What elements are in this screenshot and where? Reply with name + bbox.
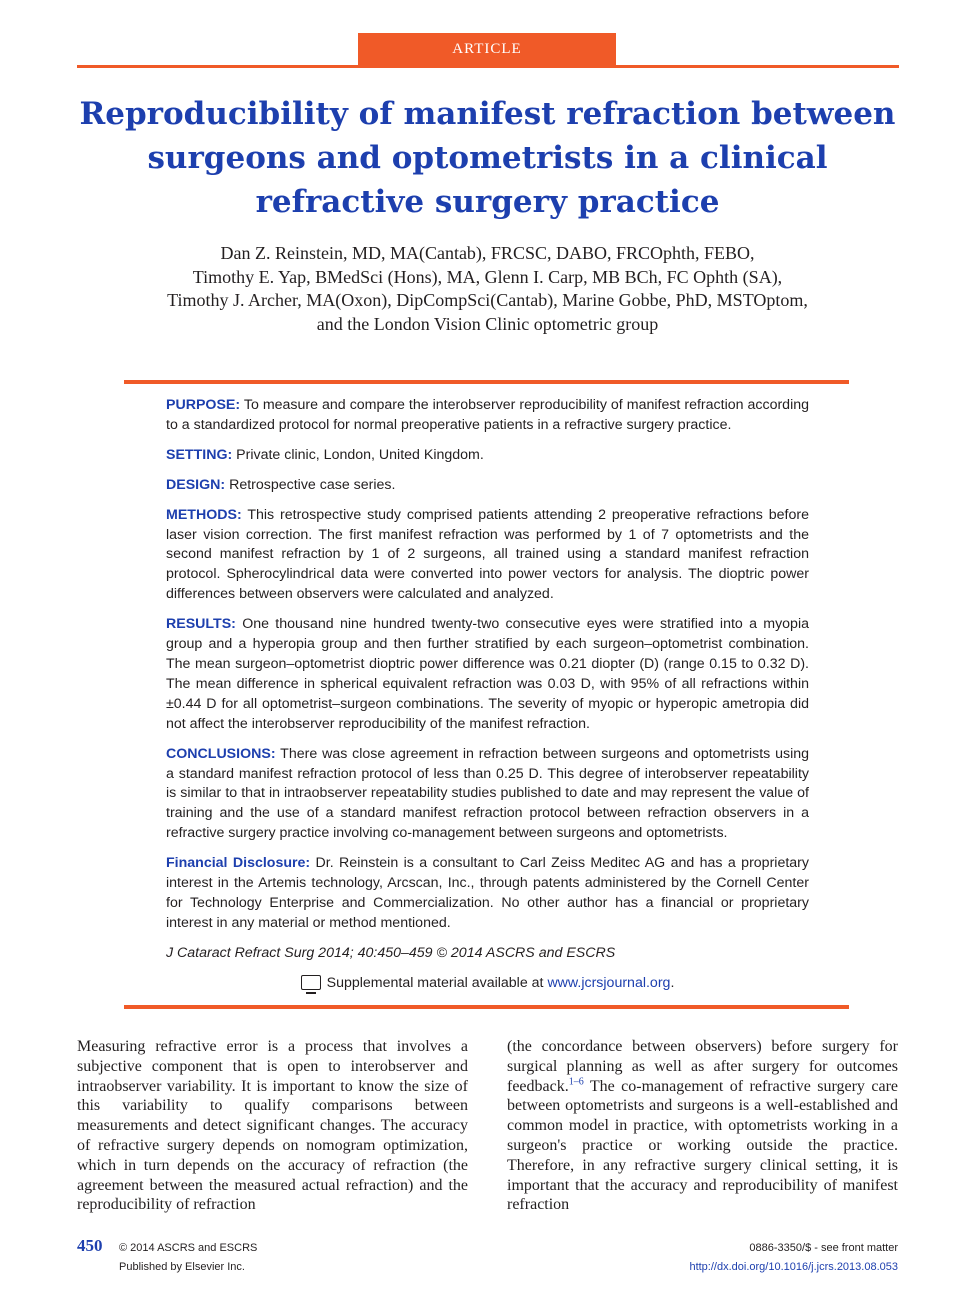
disclosure-label: Financial Disclosure: — [166, 855, 311, 872]
page-number: 450 — [77, 1236, 103, 1255]
monitor-icon — [301, 975, 321, 990]
author-line: Timothy E. Yap, BMedSci (Hons), MA, Glenn I. Carp, MB BCh, FC Ophth (SA), — [192, 266, 783, 287]
abstract — [166, 396, 809, 1004]
abstract-methods — [166, 506, 809, 606]
body-text: (the concordance between observers) before surgery for surgical planning as well as after surgery for outcomes feedback. — [507, 1038, 898, 1095]
supplemental-end: . — [670, 974, 675, 991]
abstract-results — [166, 615, 809, 734]
body-text: The co-management of refractive surgery care between optometrists and surgeons is a well-established and common model in practice, with optometrists working in a surgeon's practice or working outside the practice. Therefore, in any refractive surgery clinical setting, it is important that the accuracy and reproducibility of manifest refraction — [507, 1077, 898, 1214]
abstract-top-rule — [124, 380, 849, 384]
methods-label: METHODS: — [166, 506, 242, 523]
footer-copyright: © 2014 ASCRS and ESCRS — [119, 1242, 258, 1254]
results-label: RESULTS: — [166, 616, 236, 633]
abstract-setting — [166, 446, 809, 466]
article-section-tab — [358, 33, 616, 65]
body-column-left — [77, 1037, 468, 1215]
reference-link[interactable]: 1–6 — [568, 1076, 584, 1088]
article-title: Reproducibility of manifest refraction between surgeons and optometrists in a clinical refractive surgery practice — [79, 96, 896, 220]
footer-publisher: Published by Elsevier Inc. — [119, 1261, 245, 1273]
journal-website-link[interactable]: www.jcrsjournal.org — [547, 974, 671, 991]
setting-text: Private clinic, London, United Kingdom. — [236, 446, 484, 463]
abstract-purpose — [166, 396, 809, 436]
author-line: and the London Vision Clinic optometric group — [316, 313, 659, 334]
design-label: DESIGN: — [166, 476, 226, 493]
body-paragraph — [507, 1037, 898, 1215]
methods-text: This retrospective study comprised patients attending 2 preoperative refractions before laser vision correction. The first manifest refraction was performed by 1 of 7 optometrists and the second manifest refraction by 1 of 2 surgeons, all trained using a standard manifest refraction protocol. Spherocylindrical data were converted into power vectors for analysis. The dioptric power differences between observers were calculated and analyzed. — [166, 506, 810, 603]
abstract-disclosure — [166, 854, 809, 934]
supplemental-note — [166, 974, 809, 994]
header-rule — [77, 65, 899, 68]
author-line: Timothy J. Archer, MA(Oxon), DipCompSci(Cantab), Marine Gobbe, PhD, MSTOptom, — [167, 290, 808, 310]
body-paragraph: Measuring refractive error is a process that involves a subjective component that is open to interobserver and intraobserver variability. It is important to know the size of this variability to qualify comparisons between measurements and detect significant changes. The accuracy of refractive surgery depends on nomogram optimization, which in turn depends on the accuracy of refraction (the agreement between the measured actual refraction) and the reproducibility of refraction — [77, 1038, 468, 1214]
body-column-right — [507, 1037, 898, 1215]
setting-label: SETTING: — [166, 446, 233, 463]
conclusions-text: There was close agreement in refraction between surgeons and optometrists using a standard manifest refraction protocol of less than 0.25 D. This degree of interobserver repeatability is similar to that in intraobserver repeatability studies published to date and may represent the value of training and the use of a standard manifest refraction protocol between refraction observers in a refractive surgery practice involving co-management between surgeons and optometrists. — [166, 745, 810, 842]
abstract-design — [166, 476, 809, 496]
section-label: ARTICLE — [452, 40, 522, 57]
supplemental-text: Supplemental material available at — [326, 974, 548, 991]
abstract-bottom-rule — [124, 1005, 849, 1009]
author-list — [80, 242, 895, 336]
doi-link[interactable]: http://dx.doi.org/10.1016/j.jcrs.2013.08.053 — [689, 1261, 898, 1273]
author-line: Dan Z. Reinstein, MD, MA(Cantab), FRCSC, DABO, FRCOphth, FEBO, — [220, 243, 755, 263]
disclosure-text: Dr. Reinstein is a consultant to Carl Zeiss Meditec AG and has a proprietary interest in the Artemis technology, Arcscan, Inc., through patents administered by the Cornell Center for Technology Enterprise and Commercialization. No other author has a financial or proprietary interest in any material or method mentioned. — [166, 855, 809, 931]
purpose-label: PURPOSE: — [166, 397, 241, 413]
conclusions-label: CONCLUSIONS: — [166, 745, 276, 762]
design-text: Retrospective case series. — [229, 476, 396, 493]
results-text: One thousand nine hundred twenty-two consecutive eyes were stratified into a myopia group and a hyperopia group and then further stratified by each surgeon–optometrist combination. The mean surgeon–optometrist dioptric power difference was 0.21 diopter (D) (range 0.15 to 0.32 D). The mean difference in spherical equivalent refraction was 0.03 D, with 95% of all refractions within ±0.44 D for all optometrist–surgeon combinations. The severity of myopic or hyperopic ametropia did not affect the interobserver reproducibility of the manifest refraction. — [166, 616, 809, 732]
journal-citation: J Cataract Refract Surg 2014; 40:450–459 © 2014 ASCRS and ESCRS — [166, 944, 616, 961]
footer-issn: 0886-3350/$ - see front matter — [749, 1242, 898, 1254]
purpose-text: To measure and compare the interobserver reproducibility of manifest refraction according to a standardized protocol for normal preoperative patients in a refractive surgery practice. — [166, 397, 810, 433]
abstract-conclusions — [166, 745, 809, 845]
